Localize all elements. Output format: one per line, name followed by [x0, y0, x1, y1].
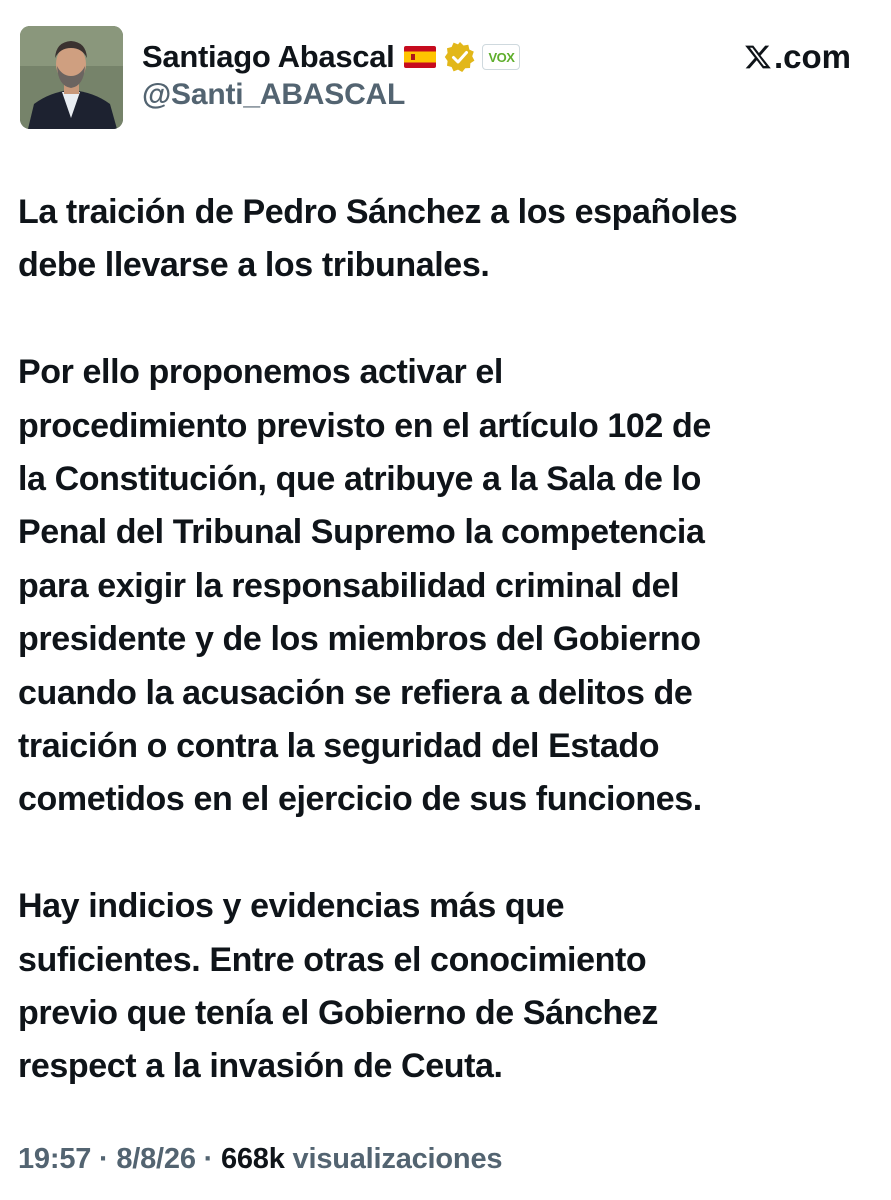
- tweet-date[interactable]: 8/8/26: [116, 1143, 196, 1175]
- text-line: previo que tenía el Gobierno de Sánchez: [18, 994, 658, 1033]
- name-row: [142, 36, 520, 78]
- x-brand: [744, 38, 851, 76]
- avatar-photo: [20, 26, 123, 129]
- text-line: respect a la invasión de Ceuta.: [18, 1047, 503, 1086]
- display-name[interactable]: Santiago Abascal: [142, 39, 395, 74]
- text-line: la Constitución, que atribuye a la Sala de lo: [18, 460, 701, 499]
- views-count[interactable]: 668k: [220, 1143, 285, 1175]
- views-label: visualizaciones: [284, 1143, 503, 1175]
- tweet-time[interactable]: 19:57: [18, 1143, 92, 1175]
- meta-separator: ·: [91, 1143, 117, 1175]
- text-line: para exigir la responsabilidad criminal del: [18, 566, 680, 605]
- tweet-paragraph: [18, 346, 873, 827]
- tweet-meta: [18, 1143, 502, 1176]
- brand-domain: .com: [773, 38, 851, 75]
- author-identity: [142, 36, 520, 112]
- tweet-paragraph: [18, 880, 873, 1094]
- tweet-header: [20, 26, 851, 130]
- text-line: cuando la acusación se refiera a delitos de: [18, 673, 693, 712]
- text-line: La traición de Pedro Sánchez a los españoles: [18, 193, 738, 231]
- vox-affiliation-badge[interactable]: VOX: [482, 44, 520, 70]
- text-line: Hay indicios y evidencias más que: [18, 887, 565, 926]
- tweet-text: [18, 186, 873, 1094]
- text-line: cometidos en el ejercicio de sus funciones.: [18, 780, 702, 819]
- text-line: presidente y de los miembros del Gobierno: [18, 620, 701, 659]
- text-line: traición o contra la seguridad del Estado: [18, 727, 660, 766]
- x-logo-icon: [744, 43, 772, 71]
- text-line: suficientes. Entre otras el conocimiento: [18, 940, 647, 979]
- avatar[interactable]: [20, 26, 123, 129]
- tweet-paragraph: [18, 186, 873, 293]
- spain-flag-icon: [404, 46, 436, 68]
- text-line: debe llevarse a los tribunales.: [18, 246, 490, 285]
- text-line: procedimiento previsto en el artículo 102 de: [18, 406, 711, 445]
- text-line: Por ello proponemos activar el: [18, 353, 503, 392]
- user-handle[interactable]: @Santi_ABASCAL: [142, 78, 406, 111]
- meta-separator: ·: [195, 1143, 221, 1175]
- gold-verified-badge-icon[interactable]: [444, 41, 476, 73]
- text-line: Penal del Tribunal Supremo la competencia: [18, 513, 705, 552]
